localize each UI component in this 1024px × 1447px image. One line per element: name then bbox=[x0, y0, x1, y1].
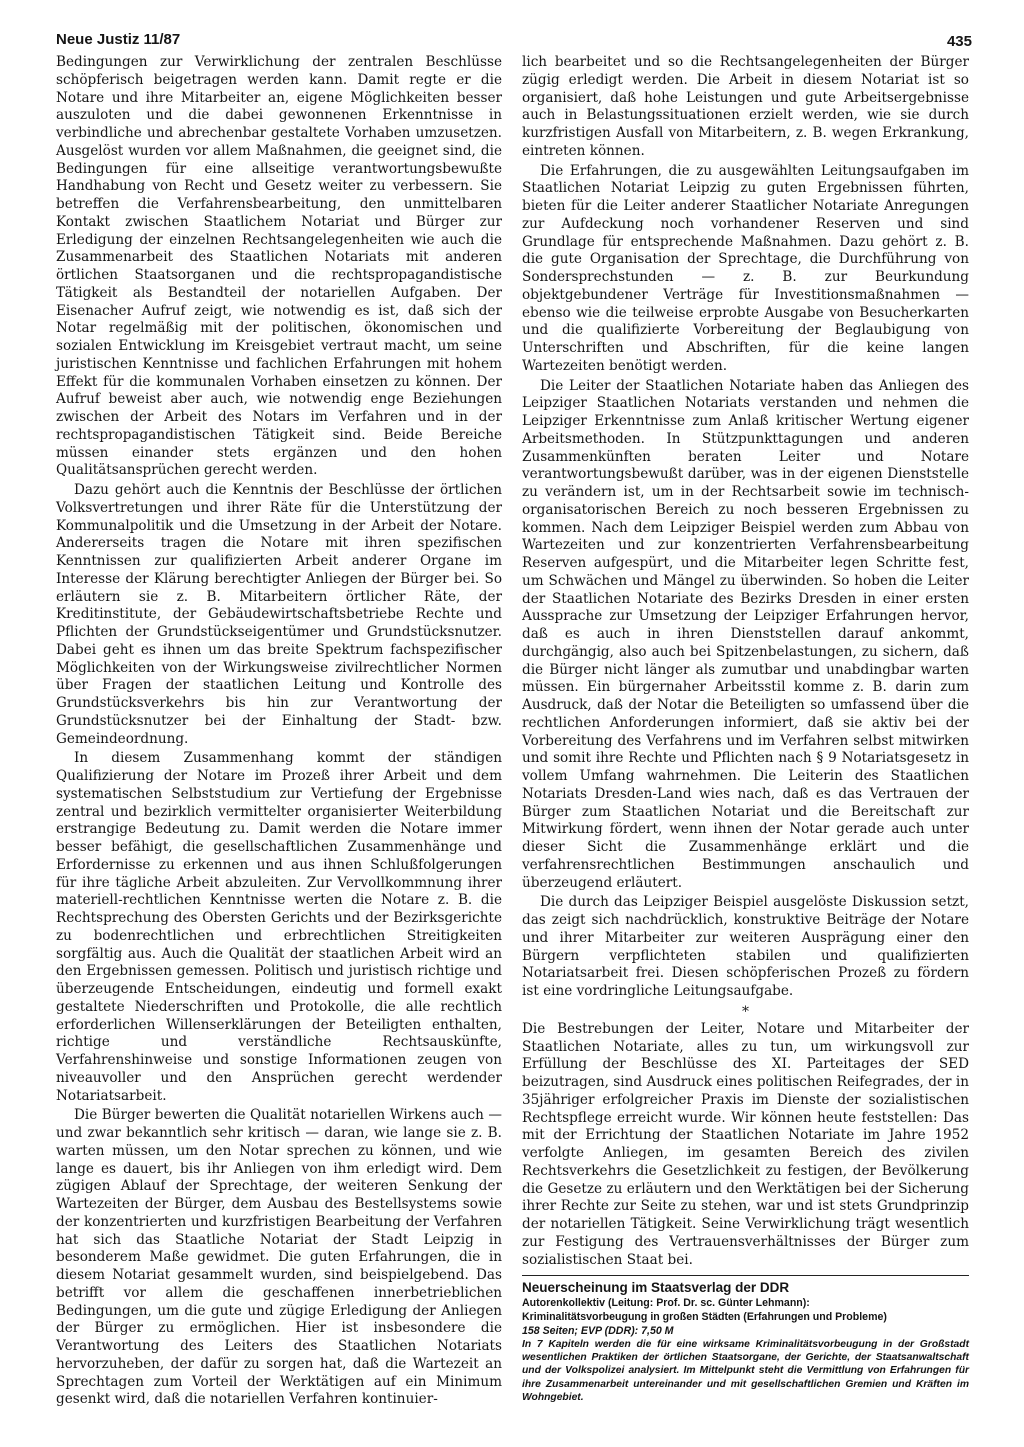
body-paragraph: Bedingungen zur Verwirklichung der zentralen Beschlüsse schöpferisch beigetragen werden kann. Damit regte er die Notare und ihre Mitarbeiter an, eigene Möglichkeiten besser auszuloten und die dabei gewonnenen Erkenntnisse in verbindliche und abrechenbar gestaltete Vorhaben umzusetzen. Ausgelöst wurden vor allem Maßnahmen, die geeignet sind, die Bedingungen für eine allseitige verantwortungsbewußte Handhabung von Recht und Gesetz weiter zu verbessern. Sie betreffen die Verfahrensbearbeitung, den unmittelbaren Kontakt zwischen Staatlichem Notariat und Bürger zur Erledigung der einzelnen Rechtsangelegenheiten wie auch die Zusammenarbeit des Staatlichen Notariats mit anderen örtlichen Staatsorganen und die rechtspropagandistische Tätigkeit als Bestandteil der notariellen Aufgaben. Der Eisenacher Aufruf zeigt, wie notwendig es ist, daß sich der Notar regelmäßig mit der politischen, ökonomischen und sozialen Entwicklung im Kreisgebiet vertraut macht, um seine juristischen Kenntnisse und fachlichen Erfahrungen mit hohem Effekt für die kommunalen Vorhaben einsetzen zu können. Der Aufruf beweist aber auch, wie notwendig enge Beziehungen zwischen der Arbeit des Notars im Verfahren und in der rechtspropagandistischen Tätigkeit sind. Beide Bereiche müssen einander stets ergänzen und den hohen Qualitätsansprüchen gerecht werden. bbox=[56, 54, 502, 479]
section-divider: * bbox=[742, 1003, 749, 1020]
closing-paragraph: Die Bestrebungen der Leiter, Notare und Mitarbeiter der Staatlichen Notariate, alles zu tun, um wirkungsvoll zur Erfüllung der Beschlüsse des XI. Parteitages der SED beizutragen, sind Ausdruck eines politischen Reifegrades, der in 35jähriger erfolgreicher Praxis im Dienste der sozialistischen Rechtspflege erreicht wurde. Wir können heute feststellen: Das mit der Errichtung der Staatlichen Notariate im Jahre 1952 verfolgte Anliegen, im gesamten Bereich des zivilen Rechtsverkehrs die Gesetzlichkeit zu festigen, der Bevölkerung die Gesetze zu erläutern und den Werktätigen bei der Sicherung ihrer Rechte zur Seite zu stehen, war und ist stets Grundprinzip der notariellen Tätigkeit. Seine Verwirklichung trägt wesentlich zur Festigung des Vertrauensverhältnisses der Bürger zum sozialistischen Staat bei. bbox=[522, 1020, 969, 1268]
body-paragraph: lich bearbeitet und so die Rechtsangelegenheiten der Bürger zügig erledigt werden. Die Arbeit in diesem Notariat ist so organisiert, daß hohe Leistungen und gute Arbeitsergebnisse auch in Belastungssituationen erzielt werden, wie sie durch kurzfristigen Ausfall von Mitarbeitern, z. B. wegen Erkrankung, eintreten können. bbox=[522, 54, 969, 159]
announcement-description: In 7 Kapiteln werden die für eine wirksame Kriminalitätsvorbeugung in der Großstadt wesentlichen Praktiken der örtlichen Staatsorgane, der Gerichte, der Staatsanwaltschaft und der Volkspolizei analysiert. Im Mittelpunkt steht die Vermittlung von Erfahrungen für ihre Zusammenarbeit untereinander und mit gesellschaftlichen Gremien und Kräften im Wohngebiet. bbox=[522, 1339, 969, 1403]
body-paragraph: Die Leiter der Staatlichen Notariate haben das Anliegen des Leipziger Staatlichen Notariats verstanden und nehmen die Leipziger Erkenntnisse zum Anlaß kritischer Wertung eigener Arbeitsmethoden. In Stützpunkttagungen und anderen Zusammenkünften beraten Leiter und Notare verantwortungsbewußt darüber, was in der eigenen Dienststelle zu verändern ist, um in der Rechtsarbeit sowie im technisch-organisatorischen Bereich zu noch besseren Ergebnissen zu kommen. Nach dem Leipziger Beispiel werden zum Abbau von Wartezeiten und zur konzentrierten Verfahrensbearbeitung Reserven aufgespürt, und die Mitarbeiter legen Schritte fest, um Schwächen und Mängel zu überwinden. So hoben die Leiter der Staatlichen Notariate des Bezirks Dresden in einer ersten Aussprache zur Umsetzung der Leipziger Erfahrungen hervor, daß es auch in ihren Dienststellen darauf ankommt, durchgängig, also auch bei Spitzenbelastungen, zu sichern, daß die Bürger nicht länger als zumutbar und unabdingbar warten müssen. Ein bürgernaher Arbeitsstil komme z. B. darin zum Ausdruck, daß der Notar die Beteiligten so umfassend über die rechtlichen Anforderungen informiert, daß sie aktiv bei der Vorbereitung des Verfahrens und im Verfahren selbst mitwirken und somit ihre Rechte und Pflichten nach § 9 Notariatsgesetz in vollem Umfang wahrnehmen. Die Leiterin des Staatlichen Notariats Dresden-Land wies nach, daß es das Vertrauen der Bürger zum Staatlichen Notariat und die Bereitschaft zur Mitwirkung fördert, wenn ihnen der Notar gerade auch unter dieser Sicht die Zusammenhänge erklärt und die verfahrensrechtlichen Bestimmungen anschaulich und überzeugend erläutert. bbox=[522, 377, 969, 891]
body-paragraph: Die Erfahrungen, die zu ausgewählten Leitungsaufgaben im Staatlichen Notariat Leipzig zu guten Ergebnissen führten, bieten für die Leiter anderer Staatlicher Notariate Anregungen zur Aufdeckung noch vorhandener Reserven und sind Grundlage für entsprechende Maßnahmen. Dazu gehört z. B. die gute Organisation der Sprechtage, die Durchführung von Sondersprechstunden — z. B. zur Beurkundung objektgebundener Verträge für Investitionsmaßnahmen — ebenso wie die teilweise erprobte Ausgabe von Besucherkarten und die qualifizierte Vorbereitung der Beglaubigung von Unterschriften und Abschriften, für die keine langen Wartezeiten benötigt werden. bbox=[522, 162, 969, 374]
announcement-title: Neuerscheinung im Staatsverlag der DDR bbox=[522, 1280, 790, 1296]
body-paragraph: Die Bürger bewerten die Qualität notariellen Wirkens auch — und zwar bekanntlich sehr kritisch — daran, wie lange sie z. B. warten müssen, um den Notar sprechen zu können, und wie lange es dauert, bis ihr Anliegen von ihm erledigt wird. Dem zügigen Ablauf der Sprechtage, der weiteren Senkung der Wartezeiten der Bürger, dem Ausbau des Bestellsystems sowie der konzentrierten und kurzfristigen Bearbeitung der Verfahren hat sich das Staatliche Notariat der Stadt Leipzig in besonderem Maße gewidmet. Die guten Erfahrungen, die in diesem Notariat gesammelt wurden, sind beispielgebend. Das betrifft vor allem die geschaffenen innerbetrieblichen Bedingungen, um die gute und zügige Erledigung der Anliegen der Bürger zu ermöglichen. Hier ist insbesondere die Verantwortung des Leiters des Staatlichen Notariats hervorzuheben, der dafür zu sorgen hat, daß die Wartezeit an Sprechtagen zum Vorteil der Werktätigen auf ein Minimum gesenkt wird, daß die notariellen Verfahren kontinuier- bbox=[56, 1107, 502, 1408]
announcement-book-title: Kriminalitätsvorbeugung in großen Städten (Erfahrungen und Probleme) bbox=[522, 1310, 887, 1323]
right-column bbox=[522, 54, 969, 1404]
body-paragraph: In diesem Zusammenhang kommt der ständigen Qualifizierung der Notare im Prozeß ihrer Arbeit und dem systematischen Selbststudium zur Vertiefung der Ergebnisse zentral und bezirklich vermittelter organisierter Weiterbildung erstrangige Bedeutung zu. Damit werden die Notare immer besser befähigt, die gesellschaftlichen Zusammenhänge und Erfordernisse zu erkennen und aus ihnen Schlußfolgerungen für ihre tägliche Arbeit abzuleiten. Zur Vervollkommnung ihrer materiell-rechtlichen Kenntnisse werten die Notare z. B. die Rechtsprechung des Obersten Gerichts und der Bezirksgerichte zu bodenrechtlichen und erbrechtlichen Streitigkeiten sorgfältig aus. Auch die Qualität der staatlichen Arbeit wird an den Ergebnissen gemessen. Politisch und juristisch richtige und überzeugende Entscheidungen, eindeutig und formell exakt gestaltete Niederschriften und Protokolle, die alle rechtlich erforderlichen Willenserklärungen der Beteiligten enthalten, richtige und verständliche Rechtsauskünfte, Verfahrenshinweise und sonstige Informationen zeugen von niveauvoller und den Ansprüchen gerecht werdender Notariatsarbeit. bbox=[56, 750, 502, 1104]
body-paragraph: Dazu gehört auch die Kenntnis der Beschlüsse der örtlichen Volksvertretungen und ihrer Räte für die Unterstützung der Kommunalpolitik und die Umsetzung in der Arbeit der Notare. Andererseits tragen die Notare mit ihren spezifischen Kenntnissen zur qualifizierten Arbeit anderer Organe im Interesse der Klärung berechtigter Anliegen der Bürger bei. So erläutern sie z. B. Mitarbeitern örtlicher Räte, der Kreditinstitute, der Gebäudewirtschaftsbetriebe Rechte und Pflichten der Grundstückseigentümer und Grundstücksnutzer. Dabei geht es ihnen um das breite Spektrum fachspezifischer Möglichkeiten von der Wirkungsweise zivilrechtlicher Normen über Fragen der staatlichen Leitung und Kontrolle des Grundstücksverkehrs bis hin zur Verantwortung der Grundstücksnutzer bei der Einhaltung der Stadt- bzw. Gemeindeordnung. bbox=[56, 482, 502, 747]
body-paragraph: Die durch das Leipziger Beispiel ausgelöste Diskussion setzt, das zeigt sich nachdrücklich, konstruktive Beiträge der Notare und ihrer Mitarbeiter zur weiteren Ausprägung einer den Bürgern verpflichteten stabilen und qualifizierten Notariatsarbeit frei. Diesen schöpferischen Prozeß zu fördern ist eine vordringliche Leitungsaufgabe. bbox=[522, 894, 969, 999]
journal-issue-label: Neue Justiz 11/87 bbox=[56, 31, 181, 48]
left-column bbox=[56, 54, 502, 1409]
publication-announcement bbox=[522, 1275, 969, 1403]
announcement-authors: Autorenkollektiv (Leitung: Prof. Dr. sc. Günter Lehmann): bbox=[522, 1297, 810, 1310]
announcement-price: 158 Seiten; EVP (DDR): 7,50 M bbox=[522, 1325, 674, 1338]
page-number: 435 bbox=[946, 33, 972, 50]
